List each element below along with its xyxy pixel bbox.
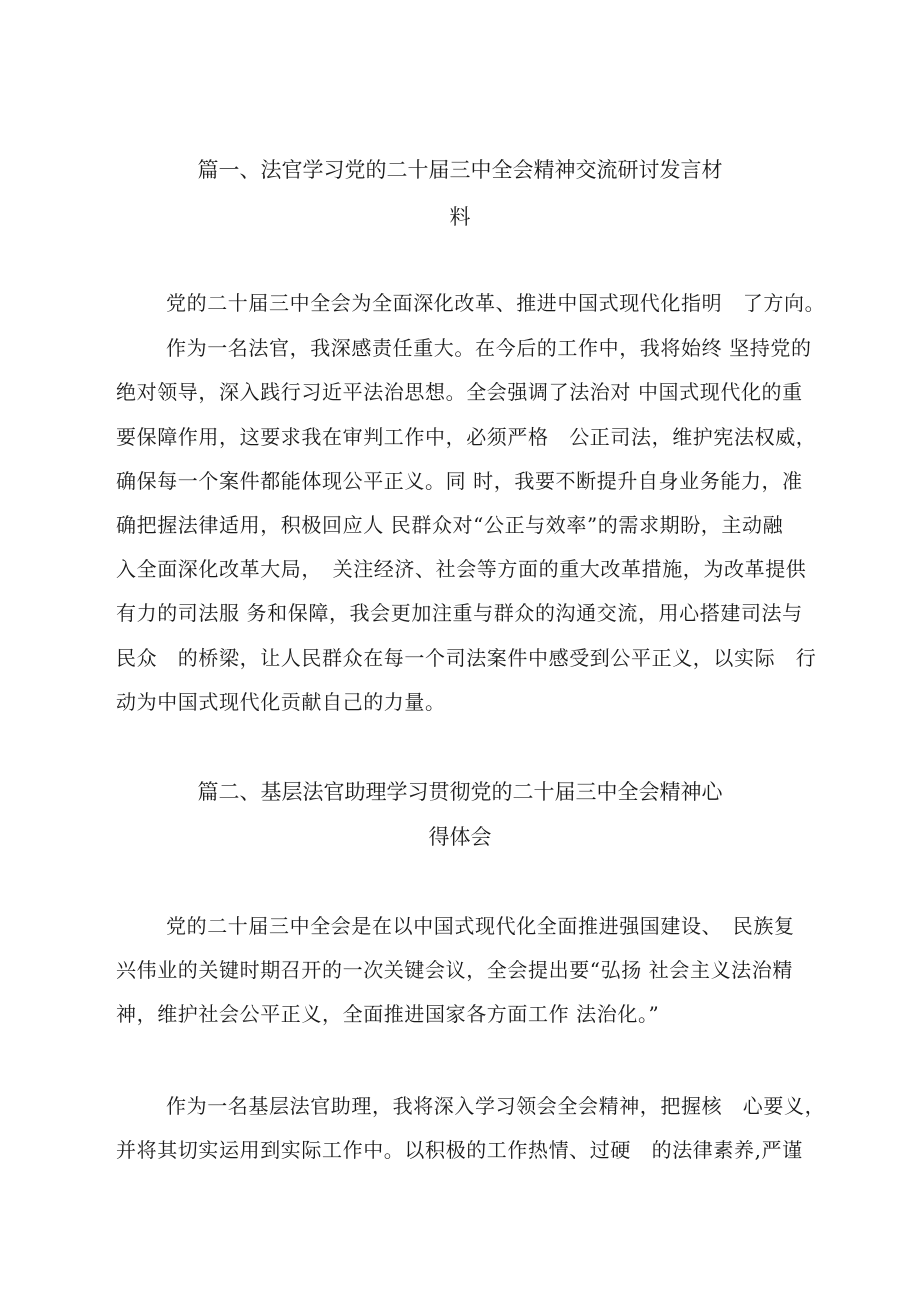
section1-line: 入全面深化改革大局， 关注经济、社会等方面的重大改革措施，为改革提供 — [116, 557, 807, 581]
section1-line: 有力的司法服 务和保障，我会更加注重与群众的沟通交流，用心搭建司法与 — [116, 601, 803, 625]
section1-line: 确把握法律适用，积极回应人 民群众对“公正与效率”的需求期盼，主动融 — [116, 513, 784, 537]
section2-line: 并将其切实运用到实际工作中。以积极的工作热情、过硬 的法律素养,严谨 — [116, 1138, 803, 1162]
section1-title-line2: 料 — [449, 205, 471, 229]
section2-line: 党的二十届三中全会是在以中国式现代化全面推进强国建设、 民族复 — [166, 914, 795, 938]
section1-line: 民众 的桥梁，让人民群众在每一个司法案件中感受到公平正义，以实际 行 — [116, 646, 817, 670]
section1-line: 党的二十届三中全会为全面深化改革、推进中国式现代化指明 了方向。 — [166, 291, 826, 315]
section1-line: 动为中国式现代化贡献自己的力量。 — [116, 690, 446, 714]
section2-title-line2: 得体会 — [428, 825, 492, 849]
section2-title-line1: 篇二、基层法官助理学习贯彻党的二十届三中全会精神心 — [197, 780, 723, 804]
section1-line: 绝对领导，深入践行习近平法治思想。全会强调了法治对 中国式现代化的重 — [116, 380, 803, 404]
section2-line: 作为一名基层法官助理，我将深入学习领会全会精神，把握核 心要义， — [166, 1094, 826, 1118]
section1-line: 确保每一个案件都能体现公平正义。同 时，我要不断提升自身业务能力，准 — [116, 469, 803, 493]
section1-title-line1: 篇一、法官学习党的二十届三中全会精神交流研讨发言材 — [197, 158, 723, 182]
section1-line: 要保障作用，这要求我在审判工作中，必须严格 公正司法，维护宪法权威， — [116, 425, 817, 449]
section2-line: 神，维护社会公平正义，全面推进国家各方面工作 法治化。” — [116, 1002, 660, 1026]
section1-line: 作为一名法官，我深感责任重大。在今后的工作中，我将始终 坚持党的 — [166, 336, 812, 360]
section2-line: 兴伟业的关键时期召开的一次关键会议，全会提出要“弘扬 社会主义法治精 — [116, 958, 793, 982]
